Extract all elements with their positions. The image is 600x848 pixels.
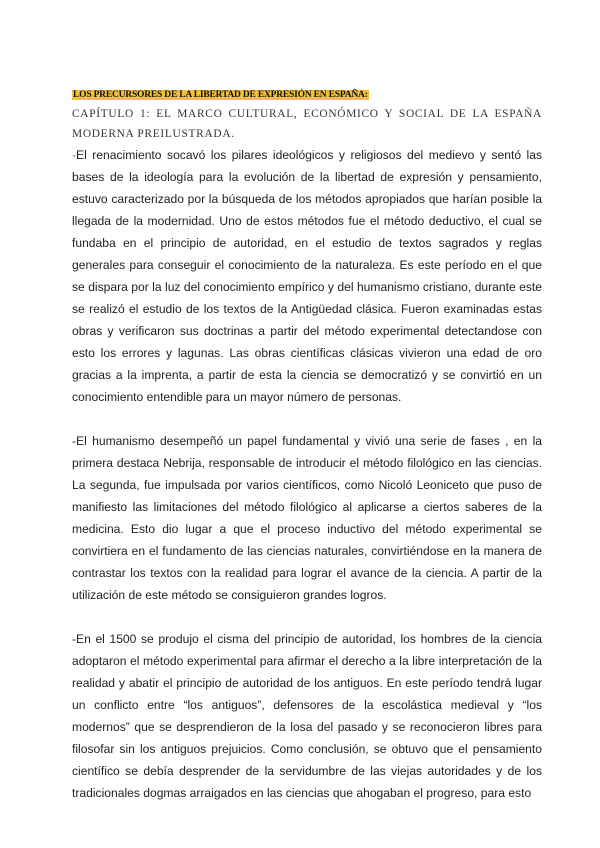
paragraph-3: -En el 1500 se produjo el cisma del principio de autoridad, los hombres de la ciencia adoptaron el método experimental para afirmar el derecho a la libre interpretación de la realidad y abatir el principio de autoridad de los antiguos. En este período tendrá lugar un conflicto entre “los antiguos”, defensores de la escolástica medieval y “los modernos” que se desprendieron de la losa del pasado y se reconocieron libres para filosofar sin los antiguos prejuicios. Como conclusión, se obtuvo que el pensamiento científico se debía desprender de la servidumbre de las viejas autoridades y de los tradicionales dogmas arraigados en las ciencias que ahogaban el progreso, para esto <box>72 632 542 800</box>
document-title-line <box>72 86 542 102</box>
paragraph-2: -El humanismo desempeñó un papel fundamental y vivió una serie de fases , en la primera destaca Nebrija, responsable de introducir el método filológico en las ciencias. La segunda, fue impulsada por varios científicos, como Nicoló Leoniceto que puso de manifiesto las limitaciones del método filológico al aplicarse a ciertos saberes de la medicina. Esto dio lugar a que el proceso inductivo del método experimental se convirtiera en el fundamento de las ciencias naturales, convirtiéndose en la manera de contrastar los textos con la realidad para lograr el avance de la ciencia. A partir de la utilización de este método se consiguieron grandes logros. <box>72 434 542 602</box>
paragraph-gap <box>72 606 542 628</box>
paragraph-gap <box>72 408 542 430</box>
document-page <box>72 86 542 804</box>
document-title: LOS PRECURSORES DE LA LIBERTAD DE EXPRESIÓN EN ESPAÑA: <box>73 90 368 100</box>
chapter-heading: CAPÍTULO 1: EL MARCO CULTURAL, ECONÓMICO Y SOCIAL DE LA ESPAÑA MODERNA PREILUSTRADA. <box>72 108 542 140</box>
paragraph-1: ·El renacimiento socavó los pilares ideológicos y religiosos del medievo y sentó las bases de la ideología para la evolución de la libertad de expresión y pensamiento, estuvo caracterizado por la búsqueda de los métodos apropiados que harían posible la llegada de la modernidad. Uno de estos métodos fue el método deductivo, el cual se fundaba en el principio de autoridad, en el estudio de textos sagrados y reglas generales para conseguir el conocimiento de la naturaleza. Es este período en el que se dispara por la luz del conocimiento empírico y del humanismo cristiano, durante este se realizó el estudio de los textos de la Antigüedad clásica. Fueron examinadas estas obras y verificaron sus doctrinas a partir del método experimental detectandose con esto los errores y lagunas. Las obras científicas clásicas vivieron una edad de oro gracias a la imprenta, a partir de esta la ciencia se democratizó y se convirtió en un conocimiento entendible para un mayor número de personas. <box>72 148 542 404</box>
